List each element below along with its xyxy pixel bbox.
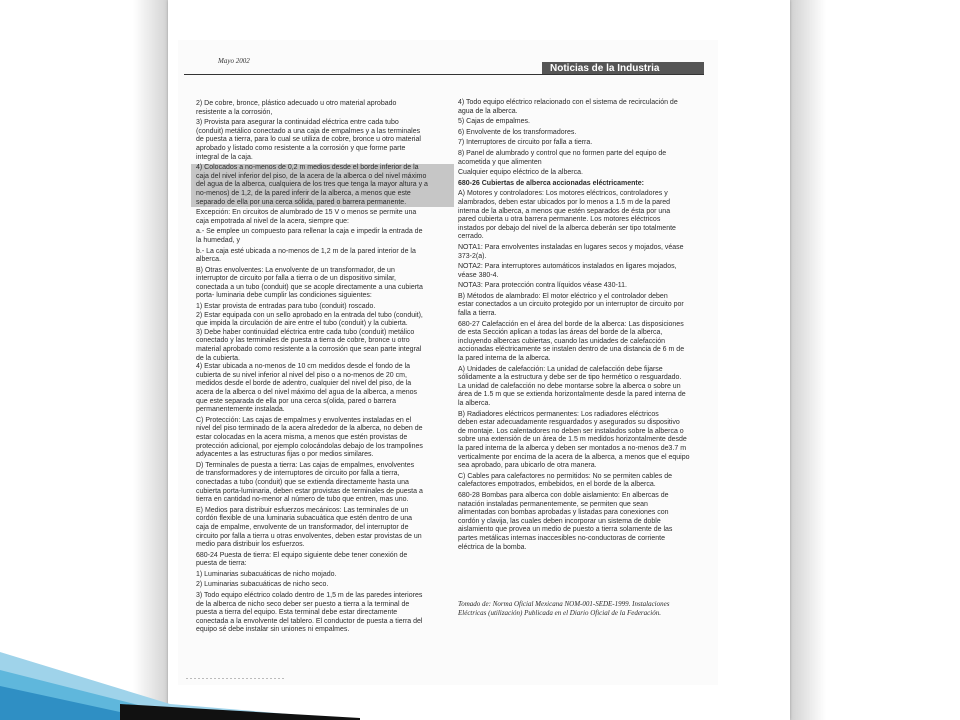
paragraph: 680-28 Bombas para alberca con doble aislamiento: En albercas de natación instaladas permanentemente, se permiten que sean alimentadas con bombas aprobadas y listadas para conexiones con cordón y clavija, las cuales deben incorporar un sistema de doble aislamiento que provea un medio de puesto a tierra solamente de las partes metálicas internas inaccesibles no-conductoras de corriente eléctrica de la bomba. [458,491,673,551]
highlighted-paragraph: 4) Colocados a no-menos de 0,2 m medios desde el borde inferior de la caja del nivel inferior del piso, de la acera de la alberca o del nivel máximo del agua de la alberca, cualquiera de los tres que tenga la mayor altura y a no-menos) de 1,2, de la pared inferir de la alberca, a menos que este separado de ella por una cerca sólida, pared o barrera permanente. [191,164,454,207]
paragraph: 1) Luminarias subacuáticas de nicho mojado. [196,570,337,578]
paragraph: NOTA3: Para protección contra líquidos véase 430-11. [458,282,627,290]
paragraph: Cualquier equipo eléctrico de la alberca. [458,169,583,177]
paragraph: C) Protección: Las cajas de empalmes y envolventes instaladas en el nivel del piso terminado de la acera alrededor de la alberca, no deben de estar colocadas en la acera misma, a menos que estén provistas de protección adicional, por ejemplo colocándolas debajo de los trampolines adyacentes a las estructuras fijas o por medios similares. [196,416,423,459]
paragraph: 3) Provista para asegurar la continuidad eléctrica entre cada tubo (conduit) metálico conectado a una caja de empalmes y a las terminales de puesta a tierra, para lo cual se utiliza de cobre, bronce u otro material aprobado y listado como resistente a la corrosión y que forme parte integral de la caja. [196,119,421,161]
header-rule [184,74,704,75]
paragraph: 680-27 Calefacción en el área del borde de la alberca: Las disposiciones de esta Sección aplican a todas las áreas del borde de la alberca, incluyendo albercas cubiertas, cuando las unidades de calefacción accionadas eléctricamente se instalen dentro de una distancia de 6 m de la pared interna de la alberca. [458,320,685,363]
paragraph: B) Radiadores eléctricos permanentes: Los radiadores eléctricos deben estar adecuadamente resguardados y asegurados su dispositivo de montaje. Los calentadores no deben ser instalados sobre la alberca o sobre una extensión de un área de 1.5 m medidos horizontalmente desde la pared interna de la alberca y deben ser montados a no-menos de3.7 m verticalmente por encima de la acera de la alberca, a menos que el equipo sea aprobado, para ubicarlo de otra manera. [458,410,690,470]
paragraph: 2) De cobre, bronce, plástico adecuado u otro material aprobado resistente a la corrosión, [196,100,397,116]
paragraph: 680-24 Puesta de tierra: El equipo siguiente debe tener conexión de puesta de tierra: [196,551,408,568]
paragraph: b.- La caja esté ubicada a no-menos de 1,2 m de la pared interior de la alberca. [196,247,416,264]
scanned-page [178,40,718,685]
paragraph: 8) Panel de alumbrado y control que no formen parte del equipo de acometida y que alimenten [458,149,667,166]
paragraph: B) Otras envolventes: La envolvente de un transformador, de un interruptor de circuito por falla a tierra o de un dispositivo similar, conectada a un tubo (conduit) que se acople directamente a una cubierta porta- luminaria debe cumplir las condiciones siguientes: [196,266,423,300]
section-title: Noticias de la Industria [550,63,660,74]
paragraph: NOTA2: Para interruptores automáticos instalados en ligares mojados, véase 380-4. [458,263,677,279]
paragraph: 4) Todo equipo eléctrico relacionado con el sistema de recirculación de agua de la alberca. [458,99,678,115]
paragraph: 2) Luminarias subacuáticas de nicho seco. [196,581,329,589]
section-heading: 680-26 Cubiertas de alberca accionadas eléctricamente: [458,179,644,187]
paragraph: 3) Todo equipo eléctrico colado dentro de 1,5 m de las paredes interiores de la alberca de nicho seco deber ser puesto a tierra a la terminal de puesta a tierra del equipo. Esta terminal debe estar directamente conectada a la envolvente del tablero. El conductor de puesta a tierra del equipo sé debe instalar sin uniones ni empalmes. [196,592,423,634]
paragraph: 6) Envolvente de los transformadores. [458,128,577,136]
paragraph: E) Medios para distribuir esfuerzos mecánicos: Las terminales de un cordón flexible de una luminaria subacuática que estén dentro de una caja de empalme, envolvente de un transformador, del interruptor de circuito por falla a tierra u otras envolventes, deben estar provistas de un medio para distribuir los esfuerzos. [196,506,422,549]
paragraph: Excepción: En circuitos de alumbrado de 15 V o menos se permite una caja empotrada al nivel de la acera, siempre que: [196,209,417,225]
corner-decoration [0,600,420,720]
paragraph: D) Terminales de puesta a tierra: Las cajas de empalmes, envolventes de transformadores y de interruptores de circuito por falla a tierra, conectadas a tubo (conduit) que se extienda directamente hasta una cubierta porta-luminaria, deben estar provistas de terminales de puesta a tierra en cantidad no-menor al número de tubo que entren, mas uno. [196,461,423,504]
paragraph: B) Métodos de alambrado: El motor eléctrico y el controlador deben estar conectados a un circuito protegido por un interruptor de circuito por falla a tierra. [458,292,684,318]
right-column [458,99,708,554]
source-credit: Tomado de: Norma Oficial Mexicana NOM-001-SEDE-1999. Instalaciones Eléctricas (utilización) Publicada en el Diario Oficial de la Federación. [458,600,670,617]
decoration-black-stripe [120,704,360,720]
paragraph: a.- Se emplee un compuesto para rellenar la caja e impedir la entrada de la humedad, y [196,228,423,244]
issue-date: Mayo 2002 [218,57,250,65]
paragraph: A) Motores y controladores: Los motores eléctricos, controladores y alambrados, deben estar ubicados por lo menos a 1.5 m de la pared interna de la alberca, a menos que estén separados de ésta por una pared cubierta u otra barrera permanente. Los motores eléctricos instados por debajo del nivel de la alberca deberán ser tipo totalmente cerrado. [458,190,676,241]
paragraph: C) Cables para calefactores no permitidos: No se permiten cables de calefactores empotrados, embebidos, en el borde de la alberca. [458,472,672,489]
paragraph: A) Unidades de calefacción: La unidad de calefacción debe fijarse sólidamente a la estructura y debe ser de tipo hermético o resguardado. La unidad de calefacción no debe montarse sobre la alberca o sobre un área de 1.5 m que se extienda horizontalmente desde la pared interna de la alberca. [458,365,686,407]
right-frame-shadow [790,0,826,720]
left-column [196,100,448,637]
paragraph: NOTA1: Para envolventes instaladas en lugares secos y mojados, véase 373-2(a). [458,243,684,260]
paragraph: 1) Estar provista de entradas para tubo (conduit) roscado. 2) Estar equipada con un sello aprobado en la entrada del tubo (conduit), que impida la circulación de aire entre el tubo (conduit) y la cubierta. 3) Debe haber continuidad eléctrica entre cada tubo (conduit) metálico conectado y las terminales de puesta a tierra de cobre, bronce u otro material aprobado como resistente a la corrosión que sean parte integral de la cubierta. 4) Estar ubicada a no-menos de 10 cm medidos desde el fondo de la cubierta de su nivel inferior al nivel del piso o a no-menos de 20 cm, medidos desde el borde de adentro, cualquier del nivel del piso, de la acera de la alberca o del nivel máximo del agua de la alberca, a menos que este separada de ella por una cerca s(olida, pared o barrera permanentemente instalada. [196,303,423,414]
paragraph: 7) Interruptores de circuito por falla a tierra. [458,139,593,147]
paragraph: 5) Cajas de empalmes. [458,118,530,126]
